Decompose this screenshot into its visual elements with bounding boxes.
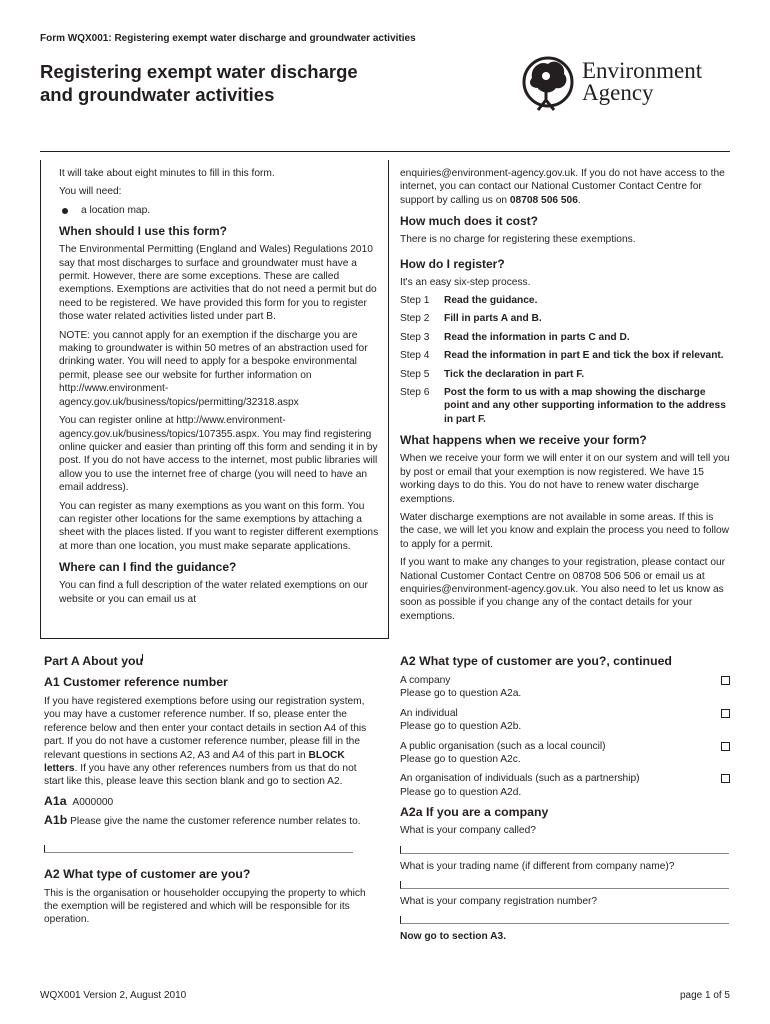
step-item <box>400 331 730 344</box>
block-letters: BLOCK letters <box>44 749 345 775</box>
section-heading: How do I register? <box>400 256 505 271</box>
section-heading: A1 Customer reference number <box>44 675 228 689</box>
field-rule <box>142 654 143 661</box>
step-number: Step 5 <box>400 368 430 380</box>
header-rule <box>40 151 730 152</box>
title-line-1: Registering exempt water discharge <box>40 61 358 82</box>
option-label: A company <box>400 675 451 686</box>
phone-number: 08708 506 506 <box>509 194 578 206</box>
option-note: Please go to question A2a. <box>400 688 522 700</box>
logo-line-1: Environment <box>582 58 703 83</box>
question: What is your company registration number? <box>400 896 598 908</box>
checkbox[interactable] <box>721 676 730 685</box>
step-item <box>400 368 730 381</box>
contact-paragraph <box>400 167 730 207</box>
field-label: A1a <box>44 793 67 808</box>
step-text: Post the form to us with a map showing the discharge point and any other supporting information to the address in part F. <box>444 387 726 425</box>
field-text: Please give the name the customer reference number relates to. <box>70 816 361 828</box>
logo-text <box>582 60 702 104</box>
intro-column <box>59 167 381 611</box>
option-label: An individual <box>400 707 458 719</box>
section-heading: A2 What type of customer are you?, continued <box>400 654 672 668</box>
paragraph: Water discharge exemptions are not available in some areas. If this is the case, we will let you know and explain the process you need to follow to apply for a permit. <box>400 511 730 550</box>
intro-text: You will need: <box>59 186 122 198</box>
step-item <box>400 386 730 426</box>
a1a-row <box>44 794 374 809</box>
checkbox[interactable] <box>721 742 730 751</box>
contact-end: . <box>577 194 581 206</box>
section-heading: When should I use this form? <box>59 224 227 239</box>
checkbox[interactable] <box>721 774 730 783</box>
option-note: Please go to question A2c. <box>400 754 521 766</box>
title-line-2: and groundwater activities <box>40 84 275 105</box>
tree-person-icon <box>520 54 576 114</box>
paragraph: This is the organisation or householder occupying the property to which the exemption will be registered and which will be responsible for its operation. <box>44 887 366 926</box>
step-number: Step 6 <box>400 387 430 399</box>
option-note: Please go to question A2b. <box>400 721 522 733</box>
paragraph: You can find a full description of the water related exemptions on our website or you can email us at <box>59 580 368 605</box>
environment-agency-logo <box>520 54 732 114</box>
bullet-item: a location map. <box>59 204 381 217</box>
paragraph: NOTE: you cannot apply for an exemption if the discharge you are making to groundwater is within 50 metres of an abstraction used for drinking water. You will need to apply for a bespoke environmental permit, please see our website for further information on http://www.environment-agency.gov.uk/business/topics/permitting/32318.aspx <box>59 329 368 408</box>
contact-text: enquiries@environment-agency.gov.uk. If you do not have access to the internet, you can contact our National Customer Contact Centre for support by calling us on <box>400 168 725 206</box>
step-number: Step 3 <box>400 331 430 343</box>
a1-text: If you have registered exemptions before using our registration system, you may have a customer reference number. If so, please enter the reference below and then enter your contact details in section A4 of this part. If you do not have a customer reference number, please fill in the relevant questions in sections A2, A3 and A4 of this part in <box>44 696 367 761</box>
option-label: An organisation of individuals (such as a partnership) <box>400 773 640 785</box>
paragraph: It's an easy six-step process. <box>400 276 531 288</box>
trading-name-field[interactable] <box>400 881 729 889</box>
section-heading: Where can I find the guidance? <box>59 560 237 575</box>
question: What is your trading name (if different from company name)? <box>400 860 675 872</box>
customer-type-option[interactable] <box>400 740 730 767</box>
paragraph <box>44 695 374 789</box>
step-text: Tick the declaration in part F. <box>444 368 585 380</box>
step-item <box>400 294 730 307</box>
steps-list <box>400 294 730 426</box>
right-intro-column <box>400 167 730 628</box>
customer-type-option[interactable] <box>400 772 730 799</box>
page-number: page 1 of 5 <box>679 990 730 1001</box>
checkbox[interactable] <box>721 709 730 718</box>
step-item <box>400 312 730 325</box>
page-title <box>40 60 400 106</box>
a1-text-end: . If you have any other references numbers from us that do not start like this, please leave this section blank and go to section A2. <box>44 763 357 788</box>
company-name-field[interactable] <box>400 846 729 854</box>
step-text: Fill in parts A and B. <box>444 313 542 325</box>
registration-number-field[interactable] <box>400 916 729 924</box>
customer-type-option[interactable] <box>400 674 730 701</box>
section-heading: What happens when we receive your form? <box>400 433 647 448</box>
paragraph: There is no charge for registering these exemptions. <box>400 234 636 246</box>
step-text: Read the guidance. <box>444 295 538 307</box>
paragraph: When we receive your form we will enter it on our system and will tell you by post or email that your exemption is now registered. We have 15 working days to do this. You do not have to renew water discharge exemptions. <box>400 453 730 505</box>
option-note: Please go to question A2d. <box>400 786 522 798</box>
section-heading: How much does it cost? <box>400 214 539 229</box>
customer-name-field[interactable] <box>44 845 353 853</box>
reference-number-field[interactable]: A000000 <box>72 796 114 808</box>
step-number: Step 1 <box>400 295 430 307</box>
paragraph: You can register online at http://www.environment-agency.gov.uk/business/topics/107355.aspx. You may find registering online quicker and easier than printing off this form and sending it in by post. If you do not have access to the internet, most public libraries will allow you to use the internet free of charge (you will need to have an email address). <box>59 415 378 494</box>
step-text: Read the information in part E and tick the box if relevant. <box>444 350 724 362</box>
step-text: Read the information in parts C and D. <box>444 331 630 343</box>
intro-text: It will take about eight minutes to fill in this form. <box>59 168 275 179</box>
paragraph: If you want to make any changes to your registration, please contact our National Customer Contact Centre on 08708 506 506 or email us at enquiries@environment-agency.gov.uk. You also need to let us know as soon as possible if you change any of the contact details for your exemptions. <box>400 557 726 622</box>
question: What is your company called? <box>400 825 536 837</box>
part-a-continued-column <box>400 654 730 944</box>
section-heading: A2a If you are a company <box>400 805 549 820</box>
footer-version: WQX001 Version 2, August 2010 <box>40 990 187 1001</box>
field-label: A1b <box>44 813 68 828</box>
section-heading: A2 What type of customer are you? <box>44 866 251 881</box>
form-id: Form WQX001: Registering exempt water discharge and groundwater activities <box>40 33 416 44</box>
part-a-column <box>44 654 374 932</box>
step-number: Step 4 <box>400 350 430 362</box>
paragraph: You can register as many exemptions as you want on this form. You can register other locations for the same exemptions by attaching a sheet with the places listed. If you want to register different exemptions at more than one location, you must make separate applications. <box>59 500 379 552</box>
paragraph: The Environmental Permitting (England and Wales) Regulations 2010 say that most discharges to surface and groundwater must have a permit. However, there are some exceptions. These are called exemptions. Exemptions are activities that do not need a permit but do need to be registered. We have provided this form for you to register those water related activities listed under part B. <box>59 244 377 323</box>
step-number: Step 2 <box>400 313 430 325</box>
option-label: A public organisation (such as a local council) <box>400 740 606 752</box>
logo-line-2: Agency <box>582 80 654 105</box>
instruction-text: Now go to section A3. <box>400 931 507 943</box>
step-item <box>400 349 730 362</box>
a1b-row <box>44 813 374 828</box>
part-heading: Part A About you <box>44 654 144 668</box>
customer-type-option[interactable] <box>400 707 730 734</box>
